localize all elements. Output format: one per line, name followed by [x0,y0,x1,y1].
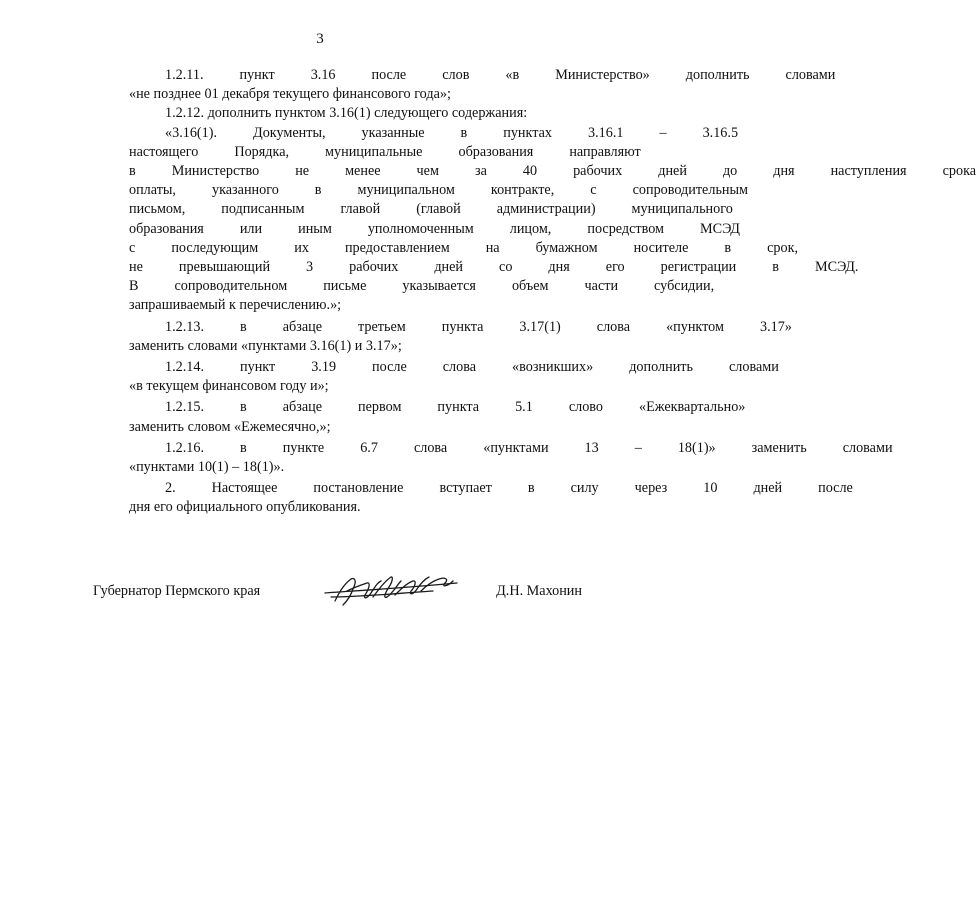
word: В [129,278,139,295]
word: письме [323,278,367,295]
word: в [314,182,322,199]
word: настоящего [129,143,199,160]
text-line [93,143,641,162]
word: МСЭД. [814,259,859,276]
text-line: 1.2.12. дополнить пунктом 3.16(1) следующего содержания: [165,105,528,122]
word: чем [416,163,439,180]
word: 1.2.15. [165,399,205,416]
word: рабочих [349,259,399,276]
text-line: запрашиваемый к перечислению.»; [129,297,342,314]
document-body [93,66,976,518]
word: не [129,259,143,276]
word: контракте, [490,182,555,199]
text-line: заменить словами «пунктами 3.16(1) и 3.17»; [129,337,402,354]
word: последующим [171,239,259,256]
handwritten-signature [321,571,461,611]
word: за [474,163,487,180]
word: в [460,124,468,141]
word: после [818,480,853,497]
word: – [634,439,642,456]
paragraph-p-1-2-15 [93,398,746,436]
word: администрации) [496,201,596,218]
word: первом [358,399,402,416]
word: 3.16.5 [702,124,739,141]
word: главой [340,201,381,218]
word: после [372,359,407,376]
word: дней [434,259,464,276]
word: «пунктами [483,439,549,456]
word: 3.17» [759,318,792,335]
word: абзаце [282,318,323,335]
word: 40 [522,163,538,180]
word: слово [568,399,603,416]
word: в [240,318,247,335]
word: дней [658,163,687,180]
word: пункт [240,359,276,376]
word: указанные [361,124,425,141]
word: Министерство» [555,67,650,83]
word: словами [785,67,836,83]
text-line [93,181,749,200]
word: срока [942,163,976,180]
word: посредством [587,220,665,237]
text-line [93,220,740,239]
text-line [93,200,733,219]
word: 13 [584,439,599,456]
word: подписанным [221,201,305,218]
text-line [93,398,746,417]
paragraph-p-2 [93,479,853,517]
word: постановление [313,480,404,497]
word: рабочих [573,163,623,180]
word: слова [596,318,631,335]
word: регистрации [660,259,737,276]
word: Министерство [171,163,260,180]
word: муниципальном [357,182,455,199]
word: 18(1)» [677,439,716,456]
word: 5.1 [515,399,533,416]
word: его [605,259,625,276]
word: 3.16.1 [588,124,624,141]
word: муниципального [631,201,733,218]
word: указанного [211,182,279,199]
text-line [93,439,893,458]
text-line [93,479,853,498]
word: письмом, [129,201,186,218]
word: объем [511,278,549,295]
word: 3.17(1) [519,318,561,335]
word: в [527,480,535,497]
text-line: заменить словом «Ежемесячно,»; [129,418,331,435]
word: бумажном [535,239,598,256]
text-line [93,258,859,277]
word: Порядка, [234,143,290,160]
word: на [485,239,500,256]
word: сопроводительным [632,182,749,199]
word: пункте [282,439,325,456]
paragraph-p-1-2-11 [93,66,836,104]
word: в [240,399,247,416]
word: иным [298,220,332,237]
word: дня [548,259,570,276]
word: до [722,163,738,180]
word: 1.2.13. [165,318,205,335]
word: 1.2.16. [165,439,205,456]
text-line [93,162,976,181]
word: не [295,163,310,180]
paragraph-p-1-2-14 [93,358,779,396]
word: указывается [402,278,476,295]
signer-name: Д.Н. Махонин [496,583,582,599]
word: дополнить [629,359,693,376]
text-line: «не позднее 01 декабря текущего финансового года»; [129,86,451,103]
word: силу [570,480,599,497]
word: предоставлением [344,239,450,256]
word: в [129,163,136,180]
word: наступления [830,163,907,180]
word: дня [773,163,795,180]
word: «в [505,67,520,83]
word: после [371,67,407,83]
text-line [93,124,739,143]
word: слова [442,359,477,376]
word: словами [842,439,893,456]
word: части [584,278,619,295]
page-number: 3 [316,31,324,47]
word: 6.7 [360,439,378,456]
word: 3 [306,259,314,276]
text-line: дня его официального опубликования. [129,499,361,516]
word: заменить [751,439,807,456]
text-line: «в текущем финансовом году и»; [129,378,329,395]
word: в [240,439,247,456]
text-line [93,66,836,85]
word: дополнить [685,67,750,83]
word: или [239,220,263,237]
text-line [93,358,779,377]
signer-title: Губернатор Пермского края [93,583,261,599]
word: 2. [165,480,176,497]
word: вступает [439,480,492,497]
word: – [659,124,667,141]
word: «Ежеквартально» [638,399,746,416]
word: Документы, [253,124,326,141]
word: образования [129,220,204,237]
word: 3.16 [310,67,336,83]
word: слов [442,67,470,83]
word: дней [753,480,783,497]
word: в [724,239,732,256]
word: в [772,259,779,276]
word: Настоящее [211,480,278,497]
word: МСЭД [700,220,740,237]
text-line: «пунктами 10(1) – 18(1)». [129,459,285,476]
word: «3.16(1). [165,124,218,141]
word: оплаты, [129,182,176,199]
text-line [93,318,792,337]
word: срок, [767,239,799,256]
word: носителе [633,239,689,256]
word: 1.2.11. [165,67,204,83]
word: 1.2.14. [165,359,205,376]
paragraph-p-1-2-12 [93,104,582,123]
paragraph-p-1-2-13 [93,318,792,356]
word: с [590,182,597,199]
word: лицом, [509,220,552,237]
word: словами [728,359,779,376]
word: 3.19 [311,359,337,376]
word: пункт [239,67,275,83]
word: уполномоченным [367,220,474,237]
paragraph-p-3-16-1 [93,124,976,316]
word: 10 [703,480,718,497]
word: абзаце [282,399,323,416]
word: (главой [416,201,461,218]
word: субсидии, [654,278,715,295]
word: превышающий [178,259,271,276]
word: их [294,239,309,256]
text-line [93,277,715,296]
word: «пунктом [666,318,724,335]
word: «возникших» [512,359,594,376]
paragraph-p-1-2-16 [93,439,893,477]
word: слова [413,439,448,456]
word: с [129,239,136,256]
word: пункта [437,399,480,416]
word: сопроводительном [174,278,288,295]
signature-block [93,575,582,615]
word: со [499,259,513,276]
word: пунктах [503,124,552,141]
word: третьем [358,318,406,335]
text-line [93,239,799,258]
word: муниципальные [325,143,423,160]
word: пункта [441,318,484,335]
word: направляют [569,143,641,160]
word: образования [458,143,534,160]
word: менее [345,163,381,180]
word: через [634,480,668,497]
